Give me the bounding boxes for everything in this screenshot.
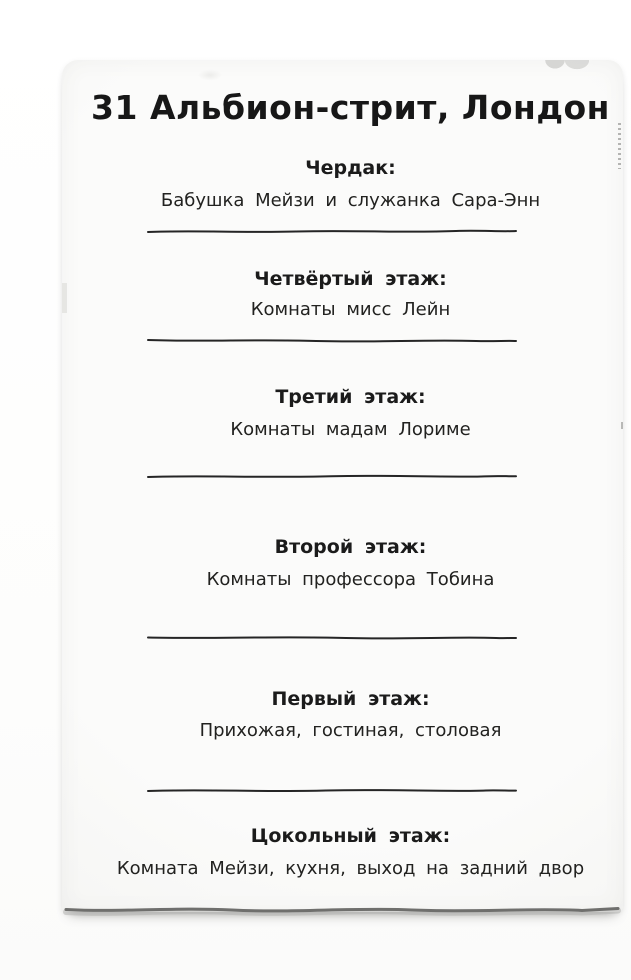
paper-left-edge-notch — [62, 283, 67, 313]
section-detail: Прихожая, гостиная, столовая — [199, 720, 502, 741]
section-divider — [146, 227, 518, 235]
section-divider — [146, 633, 518, 641]
section-heading: Четвёртый этаж: — [254, 268, 447, 290]
section-heading: Цокольный этаж: — [250, 825, 451, 847]
section-detail: Комната Мейзи, кухня, выход на задний двор — [116, 858, 585, 879]
book-page — [62, 60, 623, 912]
section-detail: Комнаты профессора Тобина — [206, 569, 495, 590]
section-detail: Комнаты мадам Лориме — [230, 419, 471, 440]
paper-stain-top-right — [543, 60, 589, 75]
section-divider — [146, 786, 518, 794]
section-detail: Бабушка Мейзи и служанка Сара-Энн — [160, 190, 541, 211]
section-heading: Второй этаж: — [274, 536, 427, 558]
section-detail: Комнаты мисс Лейн — [250, 299, 451, 320]
torn-bottom-edge — [62, 900, 623, 918]
section-divider — [146, 336, 518, 344]
page-title: 31 Альбион-стрит, Лондон — [91, 88, 610, 127]
section-heading: Первый этаж: — [271, 688, 430, 710]
section-heading: Чердак: — [305, 157, 396, 179]
section-divider — [146, 472, 518, 480]
paper-stain-top-left — [195, 68, 225, 82]
section-heading: Третий этаж: — [275, 386, 426, 408]
